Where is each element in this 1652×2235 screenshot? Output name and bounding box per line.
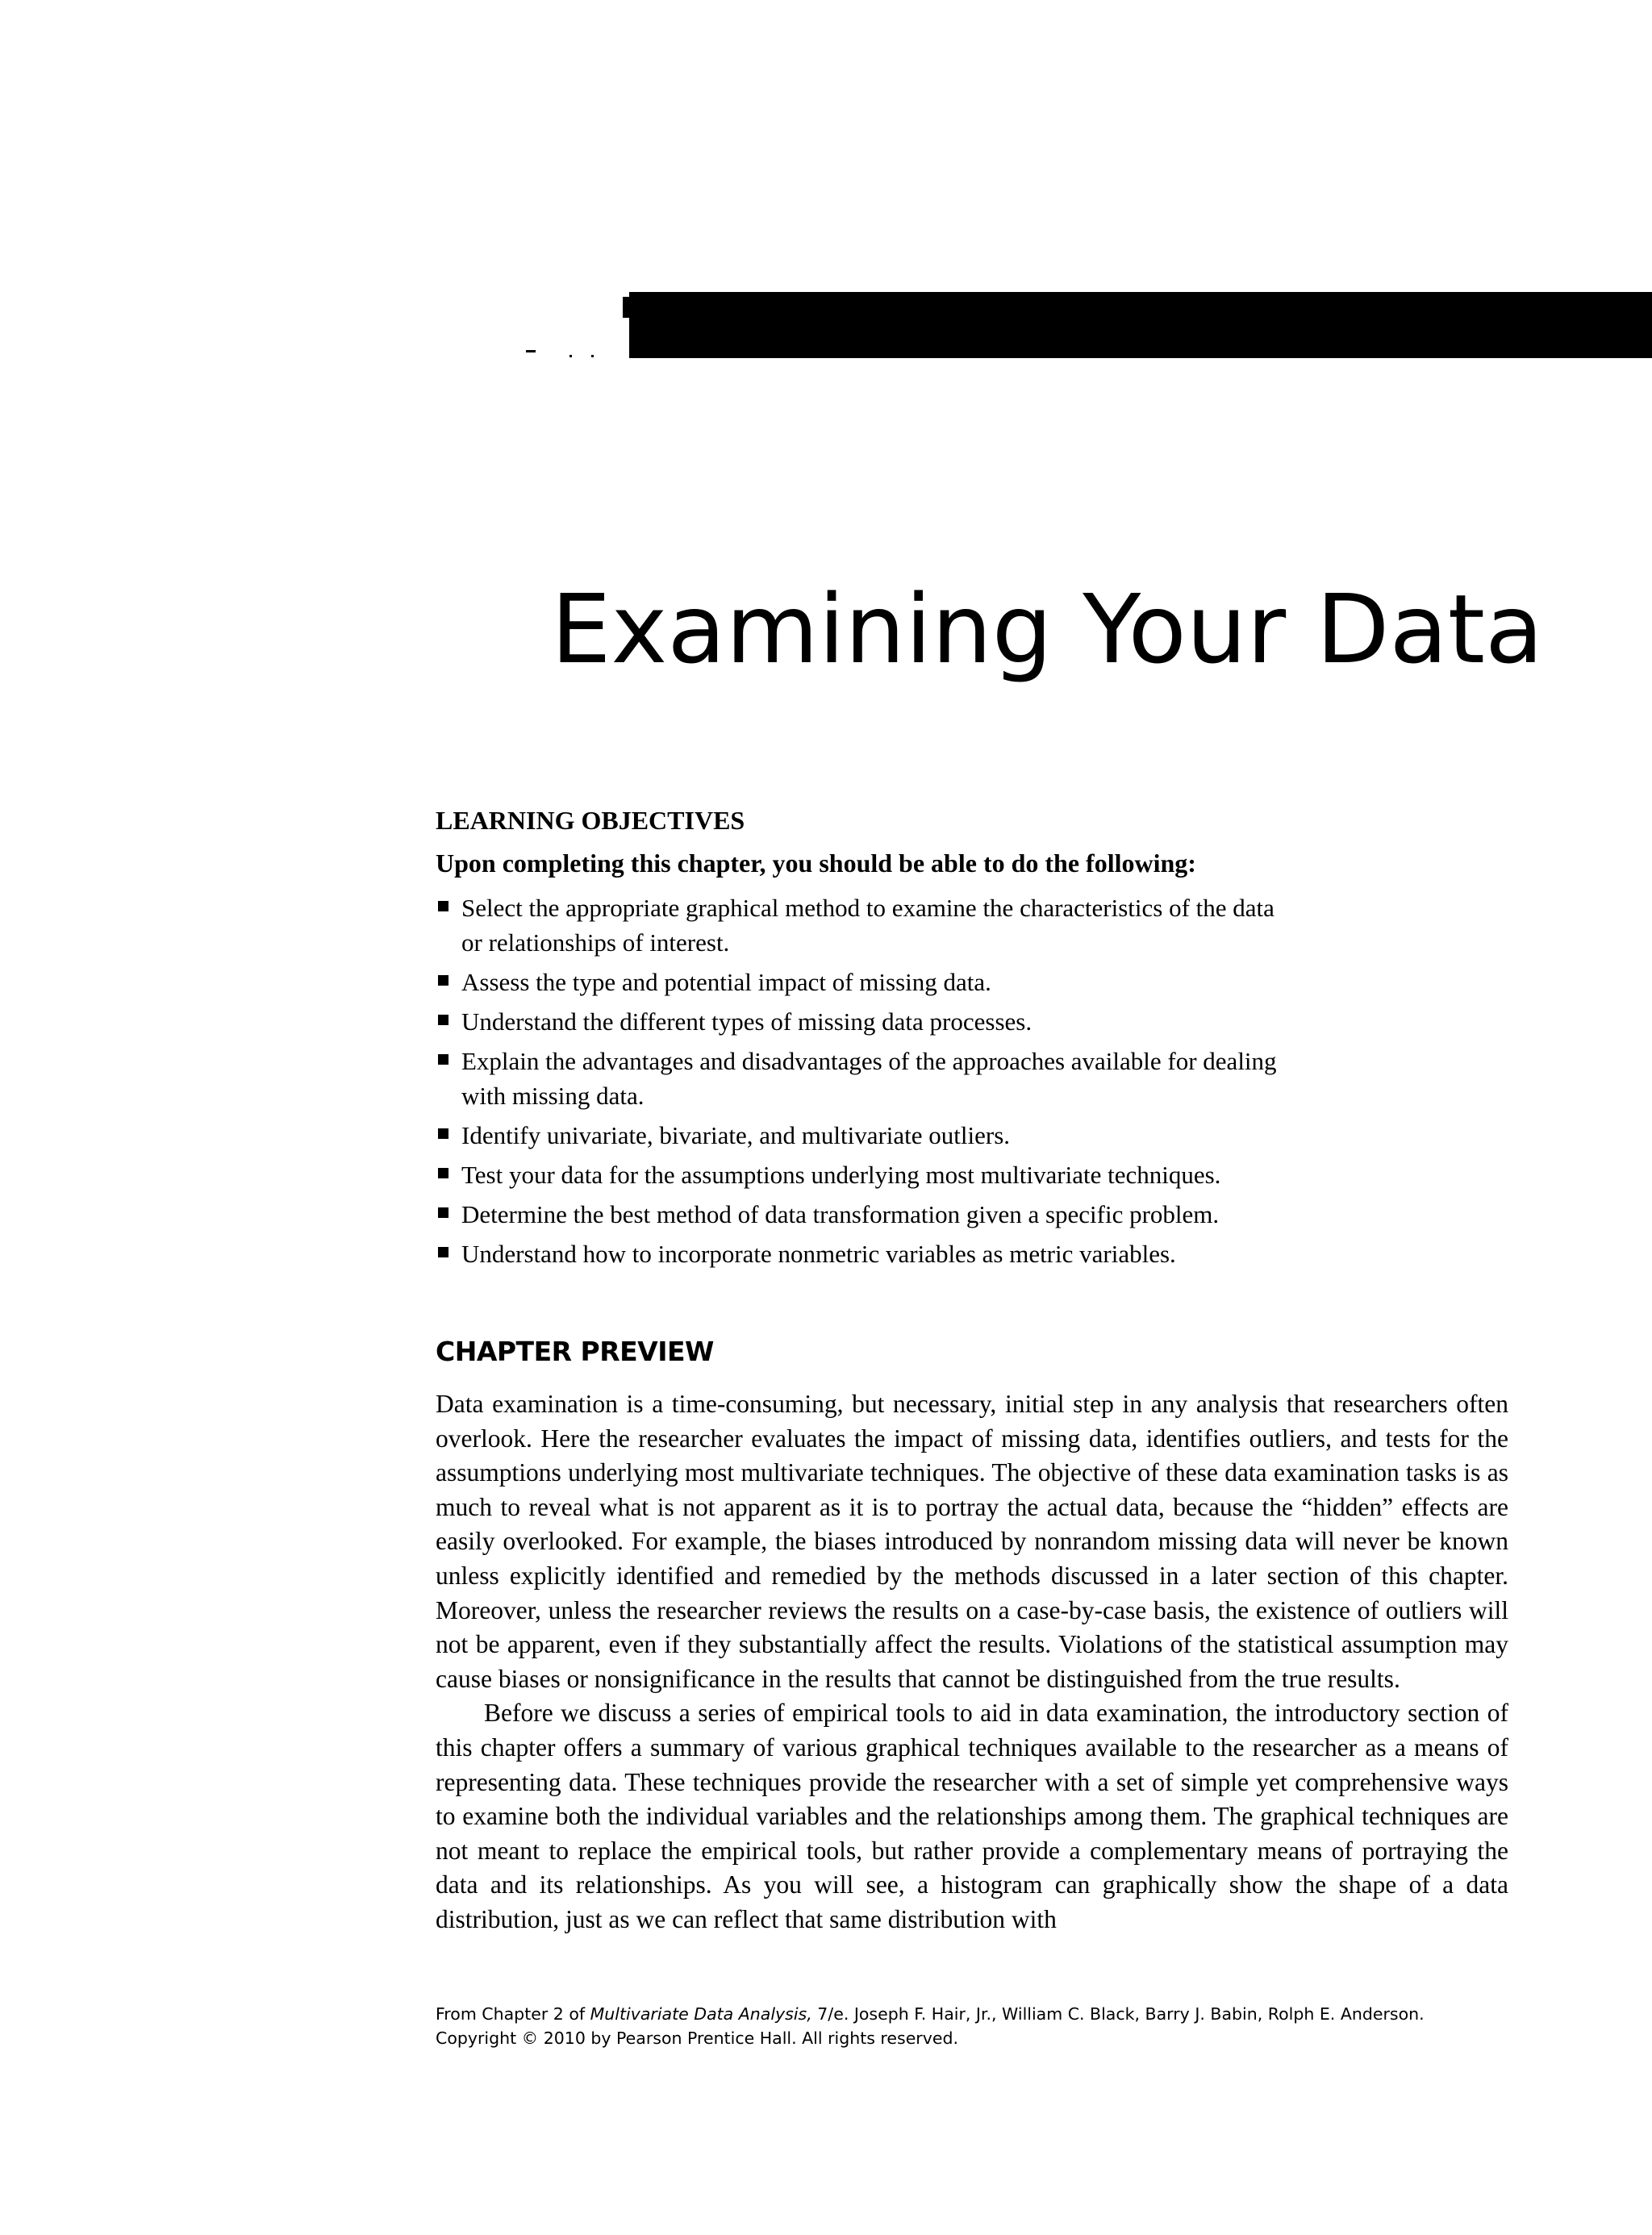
- learning-objectives-heading: LEARNING OBJECTIVES: [436, 806, 745, 835]
- learning-objectives-intro: Upon completing this chapter, you should be able to do the following:: [436, 849, 1196, 878]
- objective-text: Test your data for the assumptions underlying most multivariate techniques.: [461, 1161, 1221, 1189]
- preview-paragraph: Data examination is a time-consuming, but necessary, initial step in any analysis that researchers often overlook. Here the researcher evaluates the impact of missing data, identifies outliers, and tests for the assumptions underlying most multivariate techniques. The objective of these data examination tasks is as much to reveal what is not apparent as it is to portray the actual data, because the “hidden” effects are easily overlooked. For example, the biases introduced by nonrandom missing data will never be known unless explicitly identified and remedied by the methods discussed in a later section of this chapter. Moreover, unless the researcher reviews the results on a case-by-case basis, the existence of outliers will not be apparent, even if they substantially affect the results. Violations of the statistical assumption may cause biases or nonsignificance in the results that cannot be distinguished from the true results.: [436, 1390, 1508, 1693]
- square-bullet-icon: [438, 1168, 448, 1178]
- objective-item: [436, 1236, 1404, 1271]
- square-bullet-icon: [438, 1128, 448, 1139]
- chapter-header-bar: [629, 292, 1652, 358]
- chapter-preview-body: [436, 1387, 1508, 1937]
- square-bullet-icon: [438, 901, 448, 911]
- objective-text: Understand how to incorporate nonmetric variables as metric variables.: [461, 1240, 1176, 1268]
- chapter-title: Examining Your Data: [551, 573, 1544, 685]
- square-bullet-icon: [438, 1054, 448, 1065]
- objective-text: Assess the type and potential impact of missing data.: [461, 968, 991, 996]
- scan-artifact: [591, 355, 594, 357]
- copyright-line: Copyright © 2010 by Pearson Prentice Hall. All rights reserved.: [436, 2029, 959, 2048]
- preview-paragraph: Before we discuss a series of empirical tools to aid in data examination, the introductory section of this chapter offers a summary of various graphical techniques available to the researcher as a means of representing data. These techniques provide the researcher with a set of simple yet comprehensive ways to examine both the individual variables and the relationships among them. The graphical techniques are not meant to replace the empirical tools, but rather provide a complementary means of portraying the data and its relationships. As you will see, a histogram can graphically show the shape of a data distribution, just as we can reflect that same distribution with: [436, 1699, 1508, 1933]
- objective-item: [436, 1004, 1404, 1039]
- book-title: Multivariate Data Analysis,: [590, 2004, 812, 2024]
- objective-item: [436, 1118, 1404, 1153]
- square-bullet-icon: [438, 1207, 448, 1218]
- source-prefix: From Chapter 2 of: [436, 2004, 590, 2024]
- source-footnote: [436, 2002, 1565, 2050]
- square-bullet-icon: [438, 1247, 448, 1257]
- learning-objectives-list: [436, 890, 1404, 1276]
- source-suffix: 7/e. Joseph F. Hair, Jr., William C. Black, Barry J. Babin, Rolph E. Anderson.: [811, 2004, 1425, 2024]
- objective-item: [436, 1197, 1404, 1232]
- source-line: [436, 2002, 1565, 2026]
- objective-item: [436, 890, 1404, 960]
- objective-item: [436, 1044, 1404, 1113]
- objective-text: Explain the advantages and disadvantages of the approaches available for dealing with missing data.: [461, 1047, 1277, 1110]
- square-bullet-icon: [438, 1015, 448, 1025]
- objective-text: Determine the best method of data transformation given a specific problem.: [461, 1200, 1220, 1228]
- scan-artifact: [569, 355, 572, 357]
- objective-text: Select the appropriate graphical method to examine the characteristics of the data or relationships of interest.: [461, 894, 1274, 957]
- objective-item: [436, 965, 1404, 999]
- objective-item: [436, 1157, 1404, 1192]
- chapter-preview-heading: CHAPTER PREVIEW: [436, 1336, 714, 1367]
- square-bullet-icon: [438, 975, 448, 986]
- objective-text: Understand the different types of missing data processes.: [461, 1007, 1032, 1036]
- objective-text: Identify univariate, bivariate, and multivariate outliers.: [461, 1121, 1011, 1149]
- scan-artifact: [526, 350, 536, 352]
- header-bar-notch: [623, 297, 631, 318]
